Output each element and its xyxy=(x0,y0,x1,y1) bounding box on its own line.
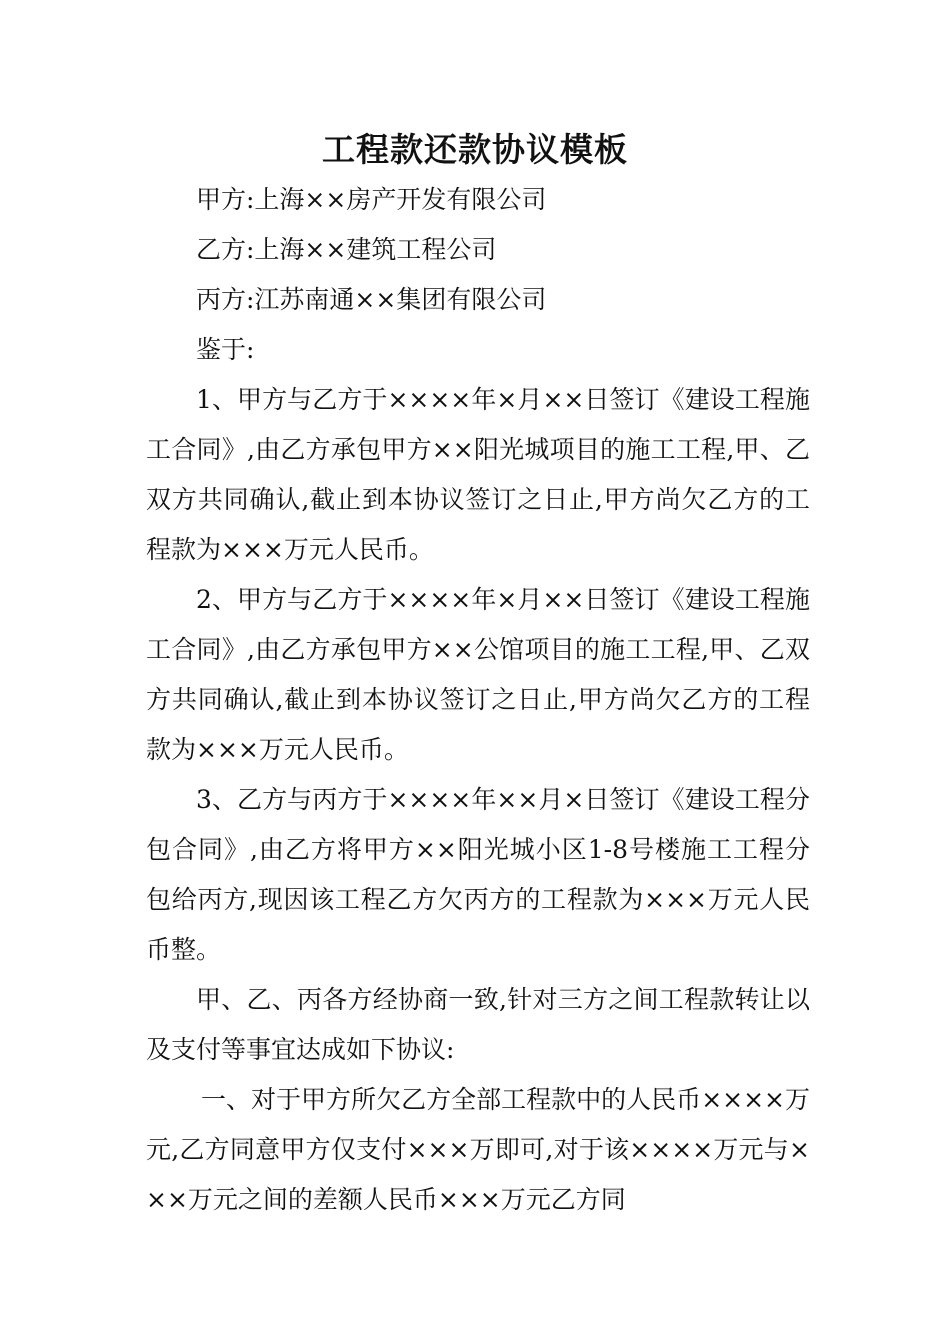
whereas-heading: 鉴于: xyxy=(196,335,255,364)
party-a-line: 甲方:上海××房产开发有限公司 xyxy=(196,185,547,214)
document-body xyxy=(146,175,810,1225)
party-c-line: 丙方:江苏南通××集团有限公司 xyxy=(196,285,547,314)
recital-2: 2、甲方与乙方于××××年×月××日签订《建设工程施工合同》,由乙方承包甲方××公馆项目的施工工程,甲、乙双方共同确认,截止到本协议签订之日止,甲方尚欠乙方的工程款为×××万元人民币。 xyxy=(146,585,810,764)
clause-1: 一、对于甲方所欠乙方全部工程款中的人民币××××万元,乙方同意甲方仅支付×××万即可,对于该××××万元与×××万元之间的差额人民币×××万元乙方同 xyxy=(146,1085,810,1214)
party-b-line: 乙方:上海××建筑工程公司 xyxy=(196,235,497,264)
document-title: 工程款还款协议模板 xyxy=(322,130,628,169)
agreement-intro: 甲、乙、丙各方经协商一致,针对三方之间工程款转让以及支付等事宜达成如下协议: xyxy=(146,985,810,1064)
recital-1: 1、甲方与乙方于××××年×月××日签订《建设工程施工合同》,由乙方承包甲方××阳光城项目的施工工程,甲、乙双方共同确认,截止到本协议签订之日止,甲方尚欠乙方的工程款为×××万元人民币。 xyxy=(146,385,810,564)
recital-3: 3、乙方与丙方于××××年××月×日签订《建设工程分包合同》,由乙方将甲方××阳光城小区1-8号楼施工工程分包给丙方,现因该工程乙方欠丙方的工程款为×××万元人民币整。 xyxy=(146,785,810,964)
